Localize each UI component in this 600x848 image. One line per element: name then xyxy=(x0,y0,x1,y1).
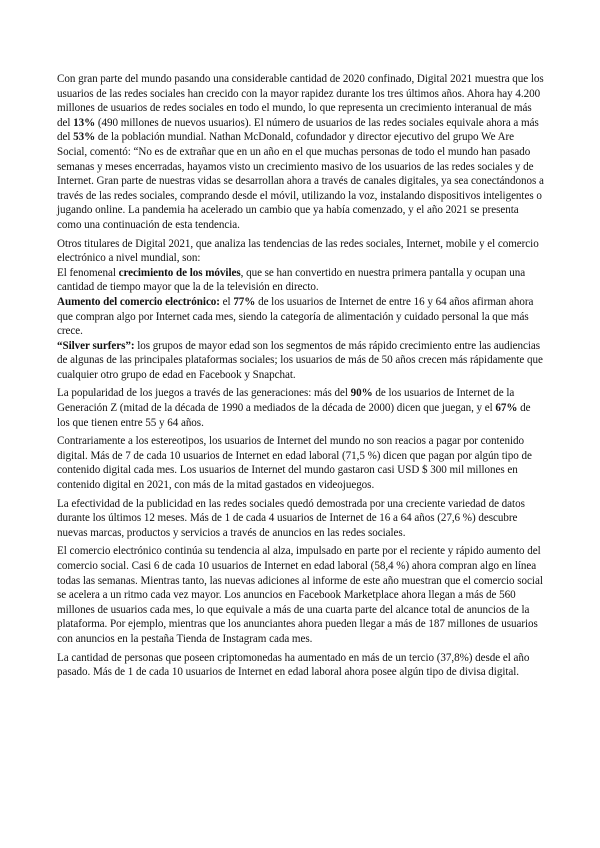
text-run: El comercio electrónico continúa su tendencia al alza, impulsado en parte por el reciente y rápido aumento del comercio social. Casi 6 de cada 10 usuarios de Internet en edad laboral (58,4 %) ahora compran algo en línea todas las semanas. Mientras tanto, las nuevas adiciones al informe de este año muestran que el comercio social se acelera a un ritmo cada vez mayor. Los anuncios en Facebook Marketplace ahora llegan a más de 560 millones de usuarios cada mes, lo que equivale a más de una cuarta parte del alcance total de anuncios de la plataforma. Por ejemplo, mientras que los anunciantes ahora pueden llegar a más de 187 millones de usuarios con anuncios en la pestaña Tienda de Instagram cada mes. xyxy=(57,545,543,645)
text-run: La popularidad de los juegos a través de las generaciones: más del xyxy=(57,387,351,400)
text-run: Con gran parte del mundo pasando una considerable cantidad de 2020 confinado, Digital 2021 muestra que los usuarios de las redes sociales han crecido con la mayor rapidez durante los tres últimos años. Ahora hay 4.200 millones de usuarios de redes sociales en todo el mundo, lo que representa un crecimiento interanual de más del xyxy=(57,73,544,129)
text-run: Otros titulares de Digital 2021, que analiza las tendencias de las redes sociales, Internet, mobile y el comercio electrónico a nivel mundial, son: xyxy=(57,237,539,265)
text-run: El fenomenal xyxy=(57,266,119,279)
text-run: de la población mundial. Nathan McDonald, cofundador y director ejecutivo del grupo We Are Social, comentó: “No es de extrañar que en un año en el que muchas personas de todo el mundo han pasado semanas y meses encerradas, hayamos visto un crecimiento masivo de los usuarios de las redes sociales y de Internet. Gran parte de nuestras vidas se desarrollan ahora a través de canales digitales, ya sea conectándonos a través de las redes sociales, comprando desde el móvil, utilizando la voz, instalando dispositivos inteligentes o jugando online. La pandemia ha acelerado un cambio que ya había comenzado, y el año 2021 se presenta como una continuación de esta tendencia. xyxy=(57,131,544,231)
paragraph xyxy=(57,72,544,233)
bold-text: 77% xyxy=(233,295,256,308)
bold-text: 53% xyxy=(73,131,96,144)
paragraph xyxy=(57,266,544,295)
bold-text: 67% xyxy=(495,402,518,415)
bold-text: “Silver surfers”: xyxy=(57,339,135,352)
paragraph xyxy=(57,295,544,339)
paragraph xyxy=(57,544,544,646)
text-run: el xyxy=(219,295,234,308)
text-run: (490 millones de nuevos usuarios). El número de usuarios de las redes sociales equivale ahora a más del xyxy=(57,116,539,144)
text-run: los grupos de mayor edad son los segmentos de más rápido crecimiento entre las audiencias de algunas de las principales plataformas sociales; los usuarios de más de 50 años crecen más rápidamente que cualquier otro grupo de edad en Facebook y Snapchat. xyxy=(57,339,543,381)
paragraph xyxy=(57,434,544,492)
bold-text: 90% xyxy=(350,387,373,400)
text-run: de los usuarios de Internet de la Generación Z (mitad de la década de 1990 a mediados de la década de 2000) dicen que juegan, y el xyxy=(57,387,515,415)
text-run: de los que tienen entre 55 y 64 años. xyxy=(57,402,531,429)
paragraph xyxy=(57,651,544,680)
text-run: La efectividad de la publicidad en las redes sociales quedó demostrada por una creciente variedad de datos durante los últimos 12 meses. Más de 1 de cada 4 usuarios de Internet de 16 a 64 años (27,6 %) descubre nuevas marcas, productos y servicios a través de anuncios en las redes sociales. xyxy=(57,497,525,539)
paragraph xyxy=(57,497,544,541)
text-run: La cantidad de personas que poseen criptomonedas ha aumentado en más de un tercio (37,8%) desde el año pasado. Más de 1 de cada 10 usuarios de Internet en edad laboral ahora posee algún tipo de divisa digital. xyxy=(57,651,530,679)
text-run: de los usuarios de Internet de entre 16 y 64 años afirman ahora que compran algo por Internet cada mes, siendo la categoría de alimentación y cuidado personal la que más crece. xyxy=(57,295,534,338)
text-run: , que se han convertido en nuestra primera pantalla y ocupan una cantidad de tiempo mayor que la de la televisión en directo. xyxy=(57,266,526,294)
text-run: Contrariamente a los estereotipos, los usuarios de Internet del mundo no son reacios a pagar por contenido digital. Más de 7 de cada 10 usuarios de Internet en edad laboral (71,5 %) dicen que pagan por algún tipo de contenido digital cada mes. Los usuarios de Internet del mundo gastaron casi USD $ 300 mil millones en contenido digital en 2021, con más de la mitad gastados en videojuegos. xyxy=(57,435,532,492)
bold-text: Aumento del comercio electrónico: xyxy=(57,295,220,308)
paragraph xyxy=(57,386,544,430)
bold-text: 13% xyxy=(73,116,96,129)
paragraph xyxy=(57,339,544,383)
bold-text: crecimiento de los móviles xyxy=(118,266,241,279)
document-body xyxy=(57,72,544,680)
paragraph xyxy=(57,237,544,266)
